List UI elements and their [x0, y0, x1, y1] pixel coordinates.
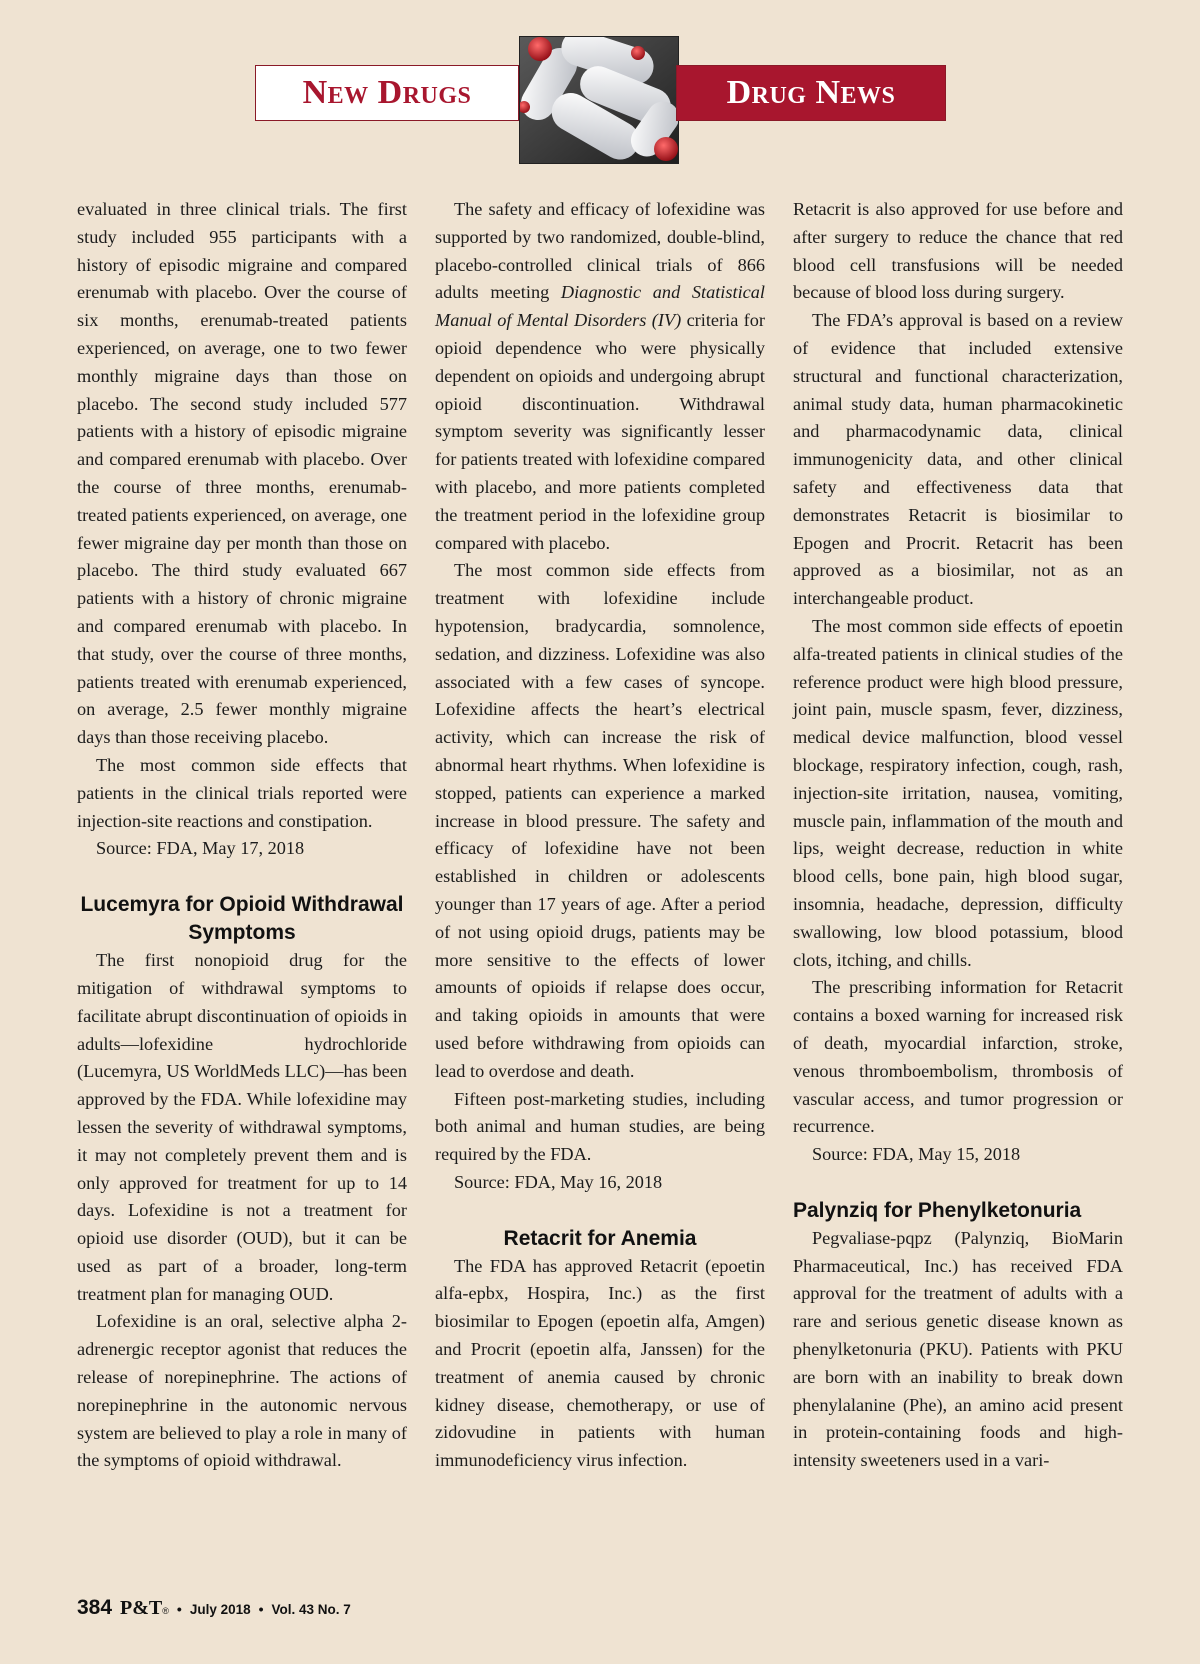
erenumab-trials-paragraph: evaluated in three clinical trials. The first study included 955 participants with a history of episodic migraine and compared erenumab with placebo. Over the course of six months, erenumab-treated patients experienced, on average, one to two fewer monthly migraine days than those on placebo. The second study included 577 patients with a history of episodic migraine and compared erenumab with placebo. Over the course of three months, erenumab-treated patients experienced, on average, one fewer migraine day per month than those on placebo. The third study evaluated 667 patients with a history of chronic migraine and compared erenumab with placebo. In that study, over the course of three months, patients treated with erenumab experienced, on average, 2.5 fewer monthly migraine days than those receiving placebo.: [77, 199, 407, 748]
dsm-title: Diagnostic and Statistical Manual of Mental Disorders (IV): [435, 282, 765, 331]
section-label-drug-news: [676, 65, 946, 121]
lofexidine-side-effects-paragraph: The most common side effects from treatment with lofexidine include hypotension, bradycardia, somnolence, sedation, and dizziness. Lofexidine was also associated with a few cases of syncope. Lofexidine affects the heart’s electrical activity, which can increase the risk of abnormal heart rhythms. When lofexidine is stopped, patients can experience a marked increase in blood pressure. The safety and efficacy of lofexidine have not been established in children or adolescents younger than 17 years of age. After a period of not using opioid drugs, patients may be more sensitive to the effects of lower amounts of opioids if relapse does occur, and taking opioids in amounts that were used before withdrawing from opioids can lead to overdose and death.: [435, 560, 765, 1081]
article-heading-palynziq: Palynziq for Phenylketonuria: [793, 1198, 1082, 1222]
page-footer: [77, 1596, 351, 1620]
retacrit-approval-paragraph: The FDA’s approval is based on a review of evidence that included extensive structural and functional characterization, animal study data, human pharmacokinetic and pharmacodynamic data, clinical immunogenicity data, and other clinical safety and effectiveness data that demonstrates Retacrit is biosimilar to Epogen and Procrit. Retacrit has been approved as a biosimilar, not as an interchangeable product.: [793, 310, 1123, 609]
retacrit-side-effects-paragraph: The most common side effects of epoetin alfa-treated patients in clinical studies of the reference product were high blood pressure, joint pain, muscle spasm, fever, dizziness, medical device malfunction, blood vessel blockage, respiratory infection, cough, rash, injection-site irritation, nausea, vomiting, muscle pain, inflammation of the mouth and lips, weight decrease, reduction in white blood cells, bone pain, high blood sugar, insomnia, headache, depression, difficulty swallowing, low blood potassium, blood clots, itching, and chills.: [793, 615, 1123, 970]
source-line: Source: FDA, May 15, 2018: [812, 1144, 1021, 1165]
source-line: Source: FDA, May 17, 2018: [96, 838, 305, 859]
column-1: [77, 196, 407, 1475]
retacrit-intro-paragraph: The FDA has approved Retacrit (epoetin alfa-epbx, Hospira, Inc.) as the first biosimilar to Epogen (epoetin alfa, Amgen) and Procrit (epoetin alfa, Janssen) for the treatment of anemia caused by chronic kidney disease, chemotherapy, or use of zidovudine in patients with human immunodeficiency virus infection.: [435, 1255, 765, 1471]
column-3: [793, 196, 1123, 1475]
retacrit-boxed-warning-paragraph: The prescribing information for Retacrit contains a boxed warning for increased risk of death, myocardial infarction, stroke, venous thromboembolism, thrombosis of vascular access, and tumor progression or recurrence.: [793, 977, 1123, 1137]
journal-title: P&T: [120, 1597, 163, 1619]
new-drugs-label: New Drugs: [302, 74, 472, 111]
journal-name: [120, 1597, 169, 1620]
issue-date: July 2018: [189, 1602, 251, 1617]
section-label-new-drugs: [255, 65, 519, 121]
post-marketing-paragraph: Fifteen post-marketing studies, including both animal and human studies, are being required by the FDA.: [435, 1088, 765, 1165]
lofexidine-mechanism-paragraph: Lofexidine is an oral, selective alpha 2-adrenergic receptor agonist that reduces the release of norepinephrine. The actions of norepinephrine in the autonomic nervous system are believed to play a role in many of the symptoms of opioid withdrawal.: [77, 1311, 407, 1471]
registered-mark: ®: [162, 1606, 169, 1616]
separator: •: [258, 1601, 264, 1617]
text-run: The safety and efficacy of lofexidine was supported by two randomized, double-blind, placebo-controlled clinical trials of 866 adults meeting: [435, 199, 765, 303]
page-number: 384: [77, 1596, 113, 1619]
separator: •: [176, 1601, 182, 1617]
article-heading-lucemyra: Lucemyra for Opioid Withdrawal Symptoms: [80, 893, 404, 945]
pills-illustration: [520, 37, 679, 164]
drug-news-label: Drug News: [726, 74, 896, 111]
retacrit-surgery-paragraph: Retacrit is also approved for use before and after surgery to reduce the chance that red blood cell transfusions will be needed because of blood loss during surgery.: [793, 199, 1123, 303]
article-heading-retacrit: Retacrit for Anemia: [503, 1226, 697, 1250]
text-run: criteria for opioid dependence who were physically dependent on opioids and undergoing abrupt opioid discontinuation. Withdrawal symptom severity was significantly lesser for patients treated with lofexidine compared with placebo, and more patients completed the treatment period in the lofexidine group compared with placebo.: [435, 310, 765, 553]
column-2: [435, 196, 765, 1475]
lofexidine-trials-paragraph: [435, 196, 765, 557]
erenumab-side-effects-paragraph: The most common side effects that patients in the clinical trials reported were injection-site reactions and constipation.: [77, 754, 407, 831]
lucemyra-intro-paragraph: The first nonopioid drug for the mitigation of withdrawal symptoms to facilitate abrupt discontinuation of opioids in adults—lofexidine hydrochloride (Lucemyra, US WorldMeds LLC)—has been approved by the FDA. While lofexidine may lessen the severity of withdrawal symptoms, it may not completely prevent them and is only approved for treatment for up to 14 days. Lofexidine is not a treatment for opioid use disorder (OUD), but it can be used as part of a broader, long-term treatment plan for managing OUD.: [77, 950, 407, 1304]
palynziq-intro-paragraph: Pegvaliase-pqpz (Palynziq, BioMarin Pharmaceutical, Inc.) has received FDA approval for the treatment of adults with a rare and serious genetic disease known as phenylketonuria (PKU). Patients with PKU are born with an inability to break down phenylalanine (Phe), an amino acid present in protein-containing foods and high-intensity sweeteners used in a vari-: [793, 1227, 1123, 1471]
source-line: Source: FDA, May 16, 2018: [454, 1171, 663, 1192]
volume-number: Vol. 43 No. 7: [271, 1602, 351, 1617]
pills-photo-icon: [519, 36, 679, 164]
